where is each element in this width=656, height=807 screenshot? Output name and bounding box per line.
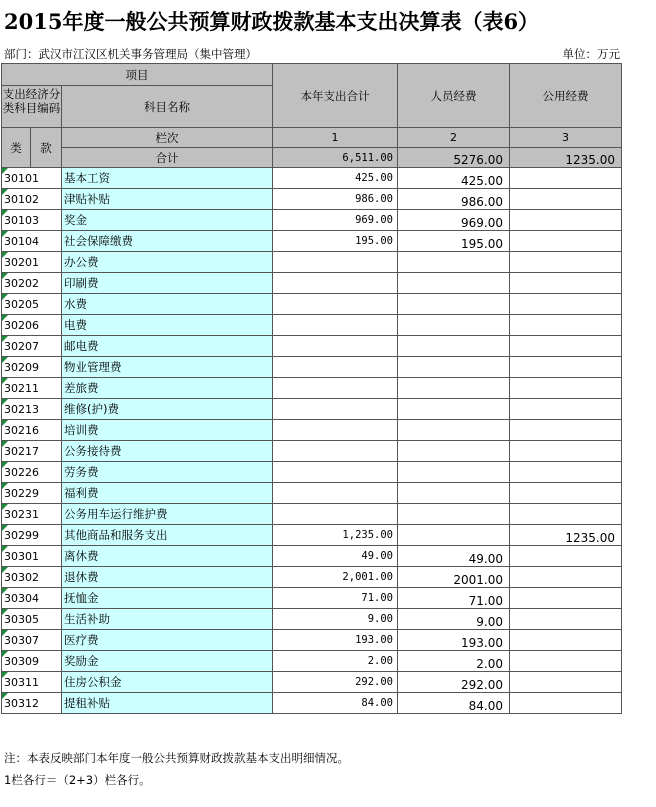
row-subject-name: 水费 xyxy=(62,294,273,315)
row-code: 30312 xyxy=(2,693,62,714)
row-total xyxy=(273,483,398,504)
row-public xyxy=(510,273,622,294)
row-total xyxy=(273,273,398,294)
unit-label: 单位：万元 xyxy=(562,47,620,61)
row-public xyxy=(510,609,622,630)
row-subject-name: 医疗费 xyxy=(62,630,273,651)
row-subject-name: 抚恤金 xyxy=(62,588,273,609)
row-personnel xyxy=(398,462,510,483)
row-total xyxy=(273,336,398,357)
row-public xyxy=(510,231,622,252)
row-total xyxy=(273,399,398,420)
row-total xyxy=(273,294,398,315)
row-subject-name: 基本工资 xyxy=(62,168,273,189)
row-total: 986.00 xyxy=(273,189,398,210)
footnote-formula: 1栏各行＝（2+3）栏各行。 xyxy=(4,773,151,787)
table-row xyxy=(2,588,622,609)
total-amount: 6,511.00 xyxy=(273,148,398,168)
row-total xyxy=(273,252,398,273)
row-personnel xyxy=(398,336,510,357)
row-total xyxy=(273,378,398,399)
row-code: 30226 xyxy=(2,462,62,483)
row-code: 30202 xyxy=(2,273,62,294)
department-label: 部门：武汉市江汉区机关事务管理局（集中管理） xyxy=(4,47,257,61)
row-code: 30299 xyxy=(2,525,62,546)
row-total: 84.00 xyxy=(273,693,398,714)
row-personnel: 2001.00 xyxy=(398,567,510,588)
row-personnel xyxy=(398,504,510,525)
row-personnel: 2.00 xyxy=(398,651,510,672)
row-personnel xyxy=(398,441,510,462)
header-subject-name: 科目名称 xyxy=(62,86,273,128)
table-row xyxy=(2,252,622,273)
row-personnel: 425.00 xyxy=(398,168,510,189)
row-subject-name: 差旅费 xyxy=(62,378,273,399)
row-personnel xyxy=(398,483,510,504)
row-public xyxy=(510,567,622,588)
table-row xyxy=(2,336,622,357)
row-total: 2,001.00 xyxy=(273,567,398,588)
table-row xyxy=(2,546,622,567)
header-lei: 类 xyxy=(2,128,31,168)
total-row xyxy=(2,148,622,168)
row-subject-name: 福利费 xyxy=(62,483,273,504)
header-project: 项目 xyxy=(2,64,273,86)
row-code: 30101 xyxy=(2,168,62,189)
row-public xyxy=(510,399,622,420)
row-code: 30305 xyxy=(2,609,62,630)
row-personnel xyxy=(398,357,510,378)
row-public xyxy=(510,168,622,189)
row-code: 30301 xyxy=(2,546,62,567)
table-row xyxy=(2,294,622,315)
row-personnel xyxy=(398,378,510,399)
row-total xyxy=(273,420,398,441)
row-subject-name: 维修(护)费 xyxy=(62,399,273,420)
row-public xyxy=(510,483,622,504)
header-personnel: 人员经费 xyxy=(398,64,510,128)
row-code: 30216 xyxy=(2,420,62,441)
row-subject-name: 奖励金 xyxy=(62,651,273,672)
row-personnel: 195.00 xyxy=(398,231,510,252)
table-row xyxy=(2,357,622,378)
row-public xyxy=(510,294,622,315)
row-subject-name: 公务用车运行维护费 xyxy=(62,504,273,525)
row-public xyxy=(510,315,622,336)
page-title: 2015年度一般公共预算财政拨款基本支出决算表（表6） xyxy=(4,9,540,34)
row-public xyxy=(510,651,622,672)
row-subject-name: 公务接待费 xyxy=(62,441,273,462)
row-public xyxy=(510,336,622,357)
header-code-group: 支出经济分类科目编码 xyxy=(2,86,62,128)
table-row xyxy=(2,315,622,336)
row-personnel: 292.00 xyxy=(398,672,510,693)
row-public xyxy=(510,462,622,483)
row-total: 49.00 xyxy=(273,546,398,567)
row-personnel: 969.00 xyxy=(398,210,510,231)
row-public xyxy=(510,189,622,210)
row-total xyxy=(273,462,398,483)
table-row xyxy=(2,441,622,462)
row-personnel xyxy=(398,294,510,315)
row-code: 30229 xyxy=(2,483,62,504)
row-code: 30206 xyxy=(2,315,62,336)
row-public: 1235.00 xyxy=(510,525,622,546)
row-code: 30309 xyxy=(2,651,62,672)
header-kuan: 款 xyxy=(31,128,62,168)
total-public: 1235.00 xyxy=(510,148,622,168)
row-personnel xyxy=(398,399,510,420)
row-total: 195.00 xyxy=(273,231,398,252)
row-code: 30304 xyxy=(2,588,62,609)
expenditure-table xyxy=(1,63,622,714)
row-code: 30217 xyxy=(2,441,62,462)
table-row xyxy=(2,231,622,252)
row-code: 30207 xyxy=(2,336,62,357)
row-code: 30103 xyxy=(2,210,62,231)
table-row xyxy=(2,609,622,630)
row-subject-name: 住房公积金 xyxy=(62,672,273,693)
row-personnel xyxy=(398,420,510,441)
row-subject-name: 生活补助 xyxy=(62,609,273,630)
row-code: 30211 xyxy=(2,378,62,399)
table-row xyxy=(2,483,622,504)
row-subject-name: 印刷费 xyxy=(62,273,273,294)
table-row xyxy=(2,210,622,231)
table-row xyxy=(2,504,622,525)
table-row xyxy=(2,672,622,693)
row-total: 193.00 xyxy=(273,630,398,651)
row-total xyxy=(273,315,398,336)
row-subject-name: 社会保障缴费 xyxy=(62,231,273,252)
row-personnel xyxy=(398,315,510,336)
row-subject-name: 奖金 xyxy=(62,210,273,231)
row-subject-name: 劳务费 xyxy=(62,462,273,483)
row-total: 71.00 xyxy=(273,588,398,609)
row-total: 9.00 xyxy=(273,609,398,630)
row-code: 30231 xyxy=(2,504,62,525)
table-row xyxy=(2,651,622,672)
header-total: 本年支出合计 xyxy=(273,64,398,128)
row-public xyxy=(510,630,622,651)
row-public xyxy=(510,588,622,609)
row-public xyxy=(510,420,622,441)
header-col2: 2 xyxy=(398,128,510,148)
table-row xyxy=(2,168,622,189)
row-code: 30104 xyxy=(2,231,62,252)
header-col1: 1 xyxy=(273,128,398,148)
table-row xyxy=(2,567,622,588)
row-subject-name: 其他商品和服务支出 xyxy=(62,525,273,546)
row-public xyxy=(510,357,622,378)
row-subject-name: 物业管理费 xyxy=(62,357,273,378)
table-row xyxy=(2,189,622,210)
table-row xyxy=(2,420,622,441)
table-row xyxy=(2,399,622,420)
row-total: 969.00 xyxy=(273,210,398,231)
row-total xyxy=(273,441,398,462)
row-code: 30307 xyxy=(2,630,62,651)
row-personnel: 71.00 xyxy=(398,588,510,609)
row-personnel: 986.00 xyxy=(398,189,510,210)
table-row xyxy=(2,462,622,483)
row-code: 30209 xyxy=(2,357,62,378)
row-total: 1,235.00 xyxy=(273,525,398,546)
row-code: 30302 xyxy=(2,567,62,588)
row-public xyxy=(510,672,622,693)
row-code: 30311 xyxy=(2,672,62,693)
row-subject-name: 退休费 xyxy=(62,567,273,588)
row-total: 2.00 xyxy=(273,651,398,672)
footnote: 注：本表反映部门本年度一般公共预算财政拨款基本支出明细情况。 xyxy=(4,751,349,765)
row-code: 30205 xyxy=(2,294,62,315)
row-total: 425.00 xyxy=(273,168,398,189)
row-personnel: 84.00 xyxy=(398,693,510,714)
row-public xyxy=(510,378,622,399)
row-code: 30102 xyxy=(2,189,62,210)
row-personnel xyxy=(398,273,510,294)
row-public xyxy=(510,546,622,567)
row-subject-name: 津贴补贴 xyxy=(62,189,273,210)
row-personnel: 193.00 xyxy=(398,630,510,651)
table-row xyxy=(2,693,622,714)
row-total: 292.00 xyxy=(273,672,398,693)
row-total xyxy=(273,357,398,378)
table-row xyxy=(2,525,622,546)
row-personnel: 9.00 xyxy=(398,609,510,630)
row-personnel xyxy=(398,525,510,546)
row-subject-name: 离休费 xyxy=(62,546,273,567)
row-personnel xyxy=(398,252,510,273)
total-label: 合计 xyxy=(62,148,273,168)
row-public xyxy=(510,693,622,714)
header-column-label: 栏次 xyxy=(62,128,273,148)
row-subject-name: 提租补贴 xyxy=(62,693,273,714)
row-code: 30201 xyxy=(2,252,62,273)
row-personnel: 49.00 xyxy=(398,546,510,567)
row-public xyxy=(510,210,622,231)
row-code: 30213 xyxy=(2,399,62,420)
row-public xyxy=(510,441,622,462)
row-subject-name: 办公费 xyxy=(62,252,273,273)
table-row xyxy=(2,273,622,294)
table-row xyxy=(2,630,622,651)
row-public xyxy=(510,504,622,525)
row-subject-name: 培训费 xyxy=(62,420,273,441)
row-subject-name: 电费 xyxy=(62,315,273,336)
total-personnel: 5276.00 xyxy=(398,148,510,168)
row-public xyxy=(510,252,622,273)
table-row xyxy=(2,378,622,399)
header-col3: 3 xyxy=(510,128,622,148)
header-public: 公用经费 xyxy=(510,64,622,128)
row-total xyxy=(273,504,398,525)
row-subject-name: 邮电费 xyxy=(62,336,273,357)
